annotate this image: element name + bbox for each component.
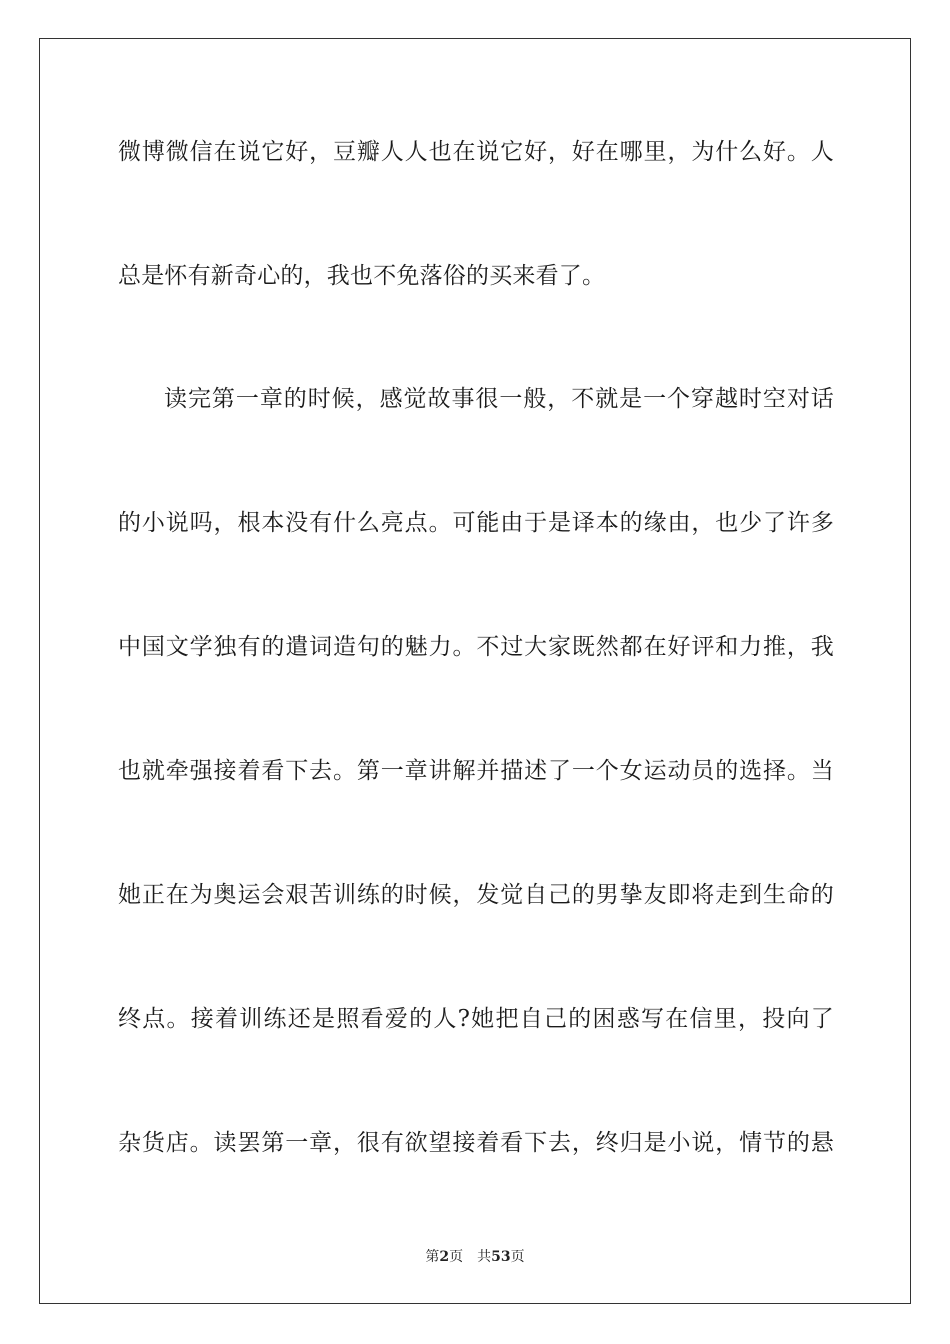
page-border xyxy=(39,38,911,1304)
text-line-7: 她正在为奥运会艰苦训练的时候，发觉自己的男挚友即将走到生命的 xyxy=(118,882,834,908)
text-line-9: 杂货店。读罢第一章，很有欲望接着看下去，终归是小说，情节的悬 xyxy=(118,1130,834,1156)
page-prefix: 第 xyxy=(425,1249,440,1265)
page-suffix: 页 xyxy=(449,1249,464,1265)
text-line-6: 也就牵强接着看下去。第一章讲解并描述了一个女运动员的选择。当 xyxy=(118,758,834,784)
page-number: 2 xyxy=(439,1249,450,1265)
text-line-2: 总是怀有新奇心的，我也不免落俗的买来看了。 xyxy=(118,263,606,289)
total-suffix: 页 xyxy=(510,1249,525,1265)
total-pages: 53 xyxy=(491,1249,511,1265)
page-footer xyxy=(0,1248,950,1266)
text-line-5: 中国文学独有的遣词造句的魅力。不过大家既然都在好评和力推，我 xyxy=(118,634,834,660)
text-line-4: 的小说吗，根本没有什么亮点。可能由于是译本的缘由，也少了许多 xyxy=(118,510,834,536)
text-line-8: 终点。接着训练还是照看爱的人?她把自己的困惑写在信里，投向了 xyxy=(118,1006,834,1032)
text-line-3: 读完第一章的时候，感觉故事很一般，不就是一个穿越时空对话 xyxy=(164,386,834,412)
total-prefix: 共 xyxy=(477,1249,492,1265)
text-line-1: 微博微信在说它好，豆瓣人人也在说它好，好在哪里，为什么好。人 xyxy=(118,139,834,165)
